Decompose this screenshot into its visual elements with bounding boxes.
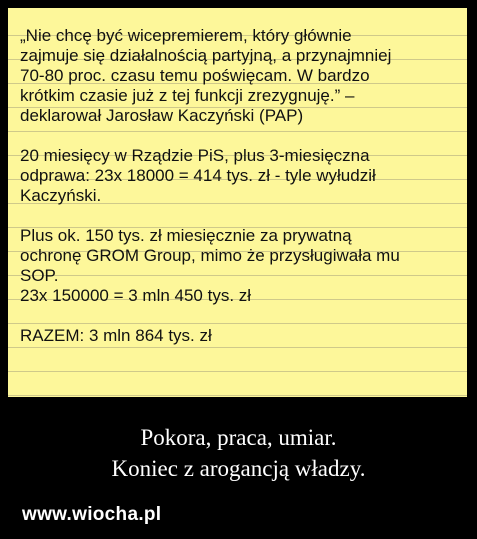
text-line: deklarował Jarosław Kaczyński (PAP) <box>20 106 304 125</box>
text-line: 23x 150000 = 3 mln 450 tys. zł <box>20 286 252 305</box>
text-line: krótkim czasie już z tej funkcji zrezygnuję.” – <box>20 86 355 105</box>
text-line: RAZEM: 3 mln 864 tys. zł <box>20 326 212 345</box>
site-watermark: www.wiocha.pl <box>22 504 162 525</box>
text-line: odprawa: 23x 18000 = 414 tys. zł - tyle wyłudził <box>20 166 376 185</box>
text-line: zajmuje się działalnością partyjną, a przynajmniej <box>20 46 392 65</box>
total-paragraph <box>20 326 457 346</box>
protection-paragraph <box>20 226 457 306</box>
salary-paragraph <box>20 146 457 206</box>
text-line: „Nie chcę być wicepremierem, który głównie <box>20 26 352 45</box>
text-line: ochronę GROM Group, mimo że przysługiwała mu <box>20 246 400 265</box>
text-line: SOP. <box>20 266 59 285</box>
yellow-note <box>8 8 467 397</box>
quote-paragraph <box>20 26 457 126</box>
caption-line-1: Pokora, praca, umiar. <box>140 425 337 450</box>
caption-line-2: Koniec z arogancją władzy. <box>111 456 366 481</box>
text-line: Kaczyński. <box>20 186 102 205</box>
text-line: 20 miesięcy w Rządzie PiS, plus 3-miesięczna <box>20 146 370 165</box>
text-line: Plus ok. 150 tys. zł miesięcznie za prywatną <box>20 226 352 245</box>
text-line: 70-80 proc. czasu temu poświęcam. W bardzo <box>20 66 370 85</box>
